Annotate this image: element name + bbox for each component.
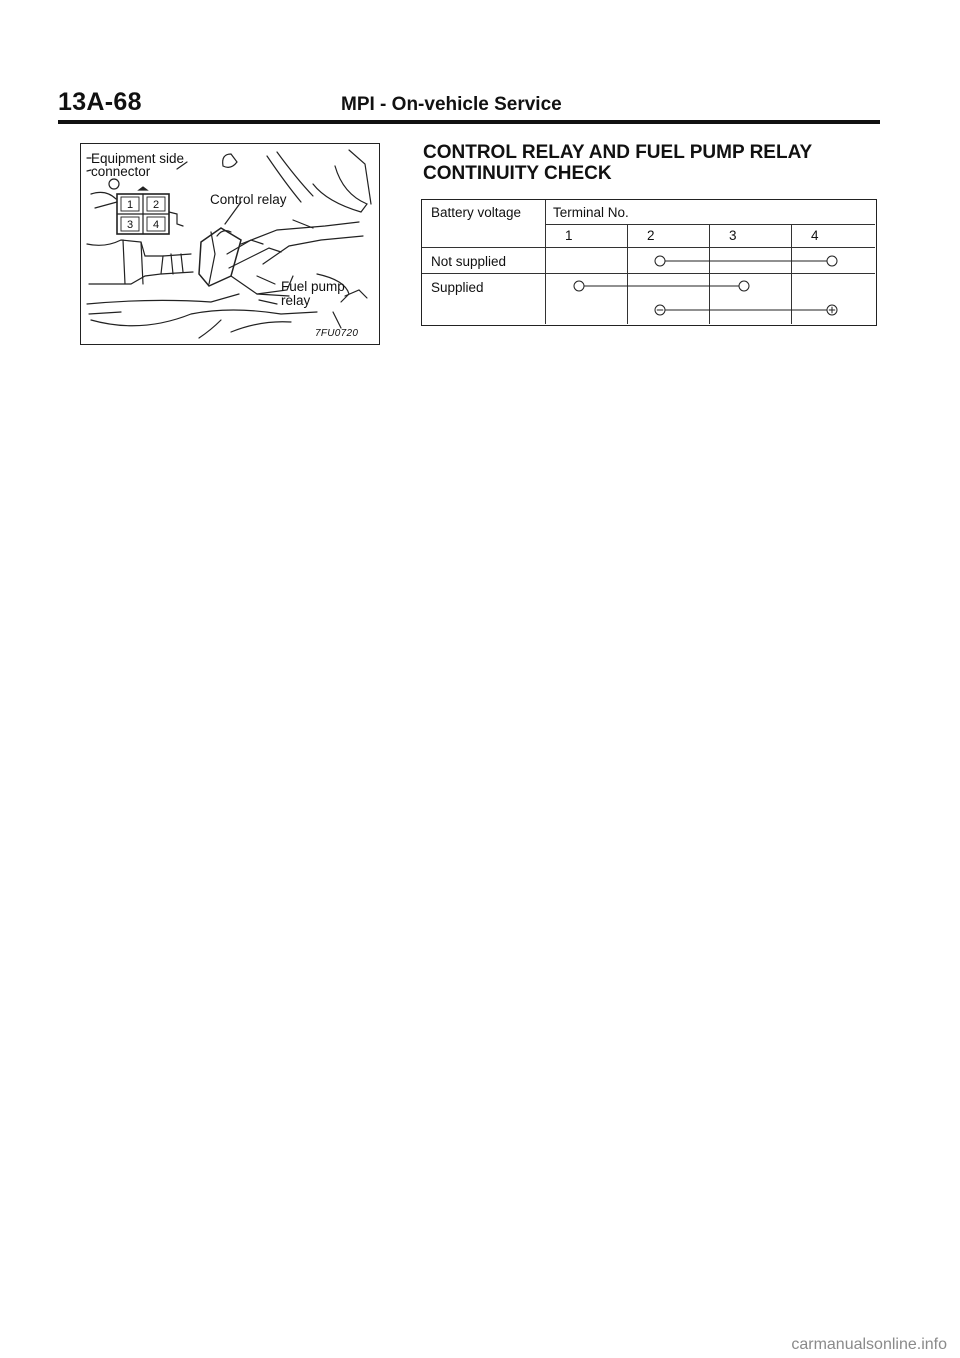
connector-pin-4: 4 (152, 219, 160, 231)
header-battery-voltage: Battery voltage (431, 205, 522, 220)
connector-pin-1: 1 (126, 199, 134, 211)
relay-location-figure (80, 143, 380, 345)
terminal-header-4: 4 (811, 228, 819, 243)
watermark: carmanualsonline.info (791, 1336, 947, 1353)
label-relay: relay (281, 293, 311, 308)
figure-code: 7FU0720 (315, 328, 359, 339)
continuity-table (421, 199, 877, 326)
row-label-supplied: Supplied (431, 280, 484, 295)
terminal-mark (655, 256, 665, 266)
terminal-header-2: 2 (647, 228, 655, 243)
page-number: 13A-68 (58, 88, 142, 116)
check-title-line1: CONTROL RELAY AND FUEL PUMP RELAY (423, 142, 813, 163)
label-equipment-side: Equipment side (91, 151, 185, 166)
terminal-header-3: 3 (729, 228, 737, 243)
label-connector: connector (91, 164, 151, 179)
label-fuel-pump: Fuel pump (281, 279, 345, 294)
continuity-connections (422, 200, 875, 324)
row-label-not-supplied: Not supplied (431, 254, 507, 269)
check-title-line2: CONTINUITY CHECK (423, 163, 612, 184)
connector-pin-2: 2 (152, 199, 160, 211)
connector-pin-3: 3 (126, 219, 134, 231)
terminal-mark (827, 256, 837, 266)
header-terminal-no: Terminal No. (553, 205, 629, 220)
header-rule (58, 120, 880, 124)
check-title (423, 142, 883, 184)
terminal-mark (739, 281, 749, 291)
terminal-mark (574, 281, 584, 291)
section-title: MPI - On-vehicle Service (341, 94, 562, 115)
label-control-relay: Control relay (210, 192, 287, 207)
terminal-header-1: 1 (565, 228, 573, 243)
